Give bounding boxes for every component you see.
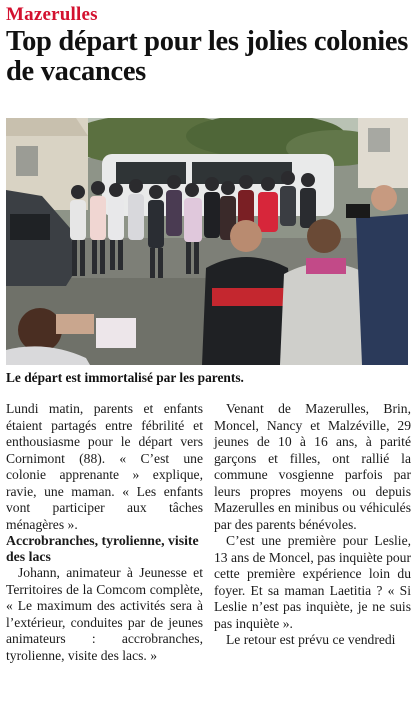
article-paragraph: Johann, animateur à Jeunesse et Territoires de la Comcom complète, « Le maximum des activités sera à l’extérieur, conduites par de jeunes animateurs : accrobranches, tyrolienne, visite des lacs. » (6, 565, 203, 663)
article-headline: Top départ pour les jolies colonies de vacances (6, 26, 408, 87)
article-paragraph: Lundi matin, parents et enfants étaient partagés entre fébrilité et enthousiasme pour le départ vers Cornimont (88). « C’est une colonie apprenante » explique, ravie, une maman. « Les enfants vont participer aux tâches ménagères ». (6, 401, 203, 532)
photo-illustration (6, 118, 408, 365)
article-subhead: Accrobranches, tyrolienne, visite des lacs (6, 533, 199, 564)
article-paragraph: Le retour est prévu ce vendredi (226, 632, 396, 647)
article-kicker: Mazerulles (6, 4, 98, 25)
article-column-left (6, 401, 203, 664)
article-paragraph: Venant de Mazerulles, Brin, Moncel, Nancy et Malzéville, 29 jeunes de 10 à 16 ans, à parité garçons et filles, ont rallié la commune vosgienne parfois par leurs propres moyens ou depuis Mazerulles en minibus ou véhiculés par des parents bénévoles. (214, 401, 411, 532)
article-column-right (214, 401, 411, 649)
article-photo (6, 118, 408, 365)
article-paragraph: C’est une première pour Leslie, 13 ans de Moncel, pas inquiète pour cette première expérience loin du foyer. Et sa maman Laetitia ? « Si Leslie n’est pas inquiète, je ne suis pas inquiète ». (214, 533, 411, 631)
photo-caption: Le départ est immortalisé par les parents. (6, 370, 244, 385)
